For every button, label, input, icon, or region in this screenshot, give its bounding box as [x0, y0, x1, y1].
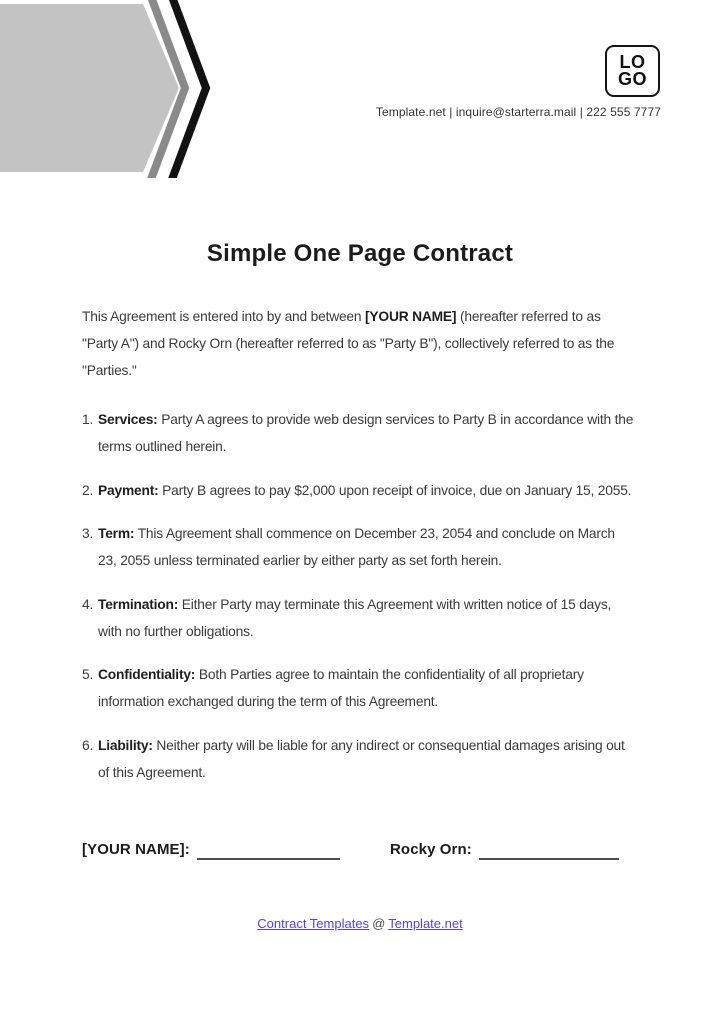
clause-list	[82, 406, 634, 802]
logo-badge	[605, 45, 660, 97]
clause-item-term	[82, 520, 634, 574]
clause-label: Payment:	[98, 482, 159, 498]
logo-text-line2: GO	[617, 69, 647, 89]
clause-item-termination	[82, 591, 634, 645]
signature-line-party-b	[479, 844, 619, 860]
intro-pre-text: This Agreement is entered into by and between	[82, 309, 366, 324]
clause-item-liability	[82, 732, 634, 786]
clause-label: Termination:	[98, 596, 179, 612]
signature-row	[82, 840, 638, 860]
chevron-banner-icon	[0, 0, 214, 178]
clause-label: Services:	[98, 412, 158, 427]
page-title: Simple One Page Contract	[206, 240, 514, 267]
signature-line-party-a	[197, 844, 340, 860]
clause-number: 3.	[82, 526, 94, 541]
page-footer	[0, 916, 720, 931]
clause-item-confidentiality	[82, 661, 634, 715]
clause-item-payment	[82, 477, 634, 504]
clause-label: Liability:	[98, 737, 153, 753]
clause-text: Both Parties agree to maintain the confidentiality of all proprietary information exchanged during the term of this Agreement.	[98, 667, 584, 709]
clause-label: Term:	[98, 526, 135, 541]
clause-text: This Agreement shall commence on December 23, 2054 and conclude on March 23, 2055 unless terminated earlier by either party as set forth herein.	[98, 526, 615, 568]
clause-number: 5.	[82, 667, 94, 682]
signature-party-b	[390, 840, 619, 860]
clause-number: 6.	[82, 737, 94, 753]
clause-number: 2.	[82, 482, 94, 498]
clause-number: 1.	[82, 412, 94, 427]
clause-text: Either Party may terminate this Agreement with written notice of 15 days, with no further obligations.	[98, 596, 612, 639]
header-contact-info: Template.net | inquire@starterra.mail | 222 555 7777	[375, 105, 661, 119]
signature-label-party-b: Rocky Orn:	[390, 841, 472, 858]
intro-paragraph	[82, 303, 638, 384]
signature-label-party-a: [YOUR NAME]:	[82, 841, 190, 858]
signature-party-a	[82, 840, 390, 860]
clause-number: 4.	[82, 596, 94, 612]
party-a-name-placeholder: [YOUR NAME]	[365, 309, 457, 324]
intro-post-text: (hereafter referred to as "Party A") and Rocky Orn (hereafter referred to as "Party B"), collectively referred to as the "Parties."	[82, 309, 615, 378]
clause-text: Party A agrees to provide web design services to Party B in accordance with the terms outlined herein.	[98, 412, 634, 454]
logo-text-line1: LO	[619, 51, 646, 72]
template-net-link[interactable]: Template.net	[388, 916, 463, 931]
clause-text: Party B agrees to pay $2,000 upon receipt of invoice, due on January 15, 2055.	[162, 482, 632, 498]
clause-label: Confidentiality:	[98, 667, 196, 682]
footer-separator: @	[372, 916, 386, 931]
clause-item-services	[82, 406, 634, 460]
clause-text: Neither party will be liable for any indirect or consequential damages arising out of this Agreement.	[98, 737, 625, 780]
contract-templates-link[interactable]: Contract Templates	[257, 916, 370, 931]
